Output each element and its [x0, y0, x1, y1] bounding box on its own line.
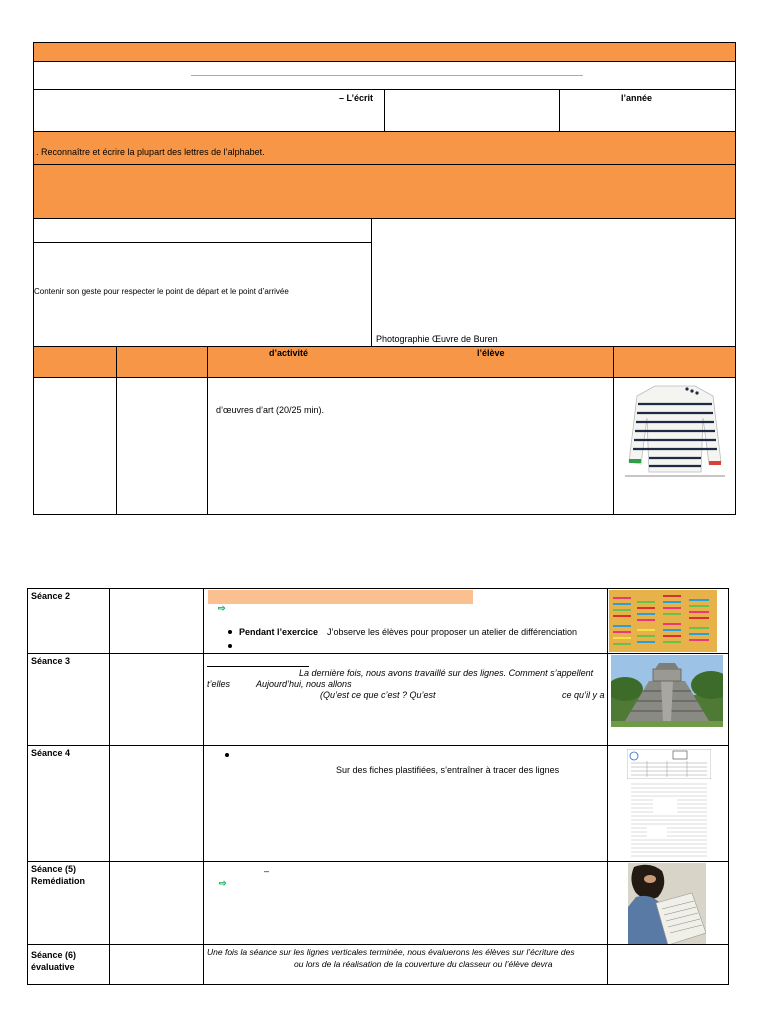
- objective-row: [33, 131, 736, 165]
- skill-heading-cell: [33, 218, 372, 243]
- seance2-label-cell: [27, 588, 110, 654]
- seance3-line1: La dernière fois, nous avons travaillé sur des lignes. Comment s’appellent: [299, 668, 594, 678]
- seance6-label-cell: [27, 944, 110, 985]
- activity-col-3: [207, 377, 614, 515]
- seance2-col2: [109, 588, 204, 654]
- child-drawing-photo: [628, 863, 706, 945]
- seance6-image-cell: [607, 944, 729, 985]
- title-row: [33, 61, 736, 90]
- header-eleve: l’élève: [477, 348, 505, 358]
- header-col-4: [613, 346, 736, 378]
- seance3-underline: [207, 666, 309, 667]
- bullet-icon: [225, 753, 229, 757]
- seance5-label: Séance (5): [31, 864, 77, 874]
- colored-lines-artwork-image: [609, 590, 717, 652]
- seance3-line3a: (Qu’est ce que c’est ? Qu’est: [320, 690, 436, 700]
- striped-sweater-image: [625, 382, 725, 478]
- activity-col-1: [33, 377, 117, 515]
- header-col-2: [116, 346, 208, 378]
- title-underline: [191, 75, 583, 76]
- seance6-sublabel: évaluative: [31, 962, 75, 972]
- arrow-icon: ⇨: [219, 878, 227, 888]
- seance5-image-cell: [607, 861, 729, 945]
- activity-col-2: [116, 377, 208, 515]
- seance3-col2: [109, 653, 204, 746]
- seance3-line2a: t’elles: [207, 679, 231, 689]
- seance3-line3b: ce qu’il y a: [562, 690, 605, 700]
- annee-label: l’année: [621, 93, 653, 103]
- worksheet-image: [627, 749, 711, 779]
- seance5-label-cell: [27, 861, 110, 945]
- seance4-content: [203, 745, 608, 862]
- seance2-pendant-label: Pendant l’exercice: [239, 627, 319, 637]
- seance5-sublabel: Remédiation: [31, 876, 86, 886]
- header-col-1: [33, 346, 117, 378]
- seance2-content: [203, 588, 608, 654]
- seance3-content: [203, 653, 608, 746]
- seance2-image-cell: [607, 588, 729, 654]
- seance6-content: [203, 944, 608, 985]
- seance5-content: [203, 861, 608, 945]
- seance2-label: Séance 2: [31, 591, 71, 601]
- seance3-line2b: Aujourd’hui, nous allons: [256, 679, 352, 689]
- annee-cell: [559, 89, 736, 132]
- skill-cell: [33, 242, 372, 347]
- seance4-image-cell: [607, 745, 729, 862]
- photo-cell: [371, 218, 736, 347]
- seance2-pendant-text: J’observe les élèves pour proposer un atelier de différenciation: [327, 627, 577, 637]
- mayan-temple-image: [611, 655, 723, 727]
- seance6-col2: [109, 944, 204, 985]
- header-col-3: [207, 346, 614, 378]
- seance3-label-cell: [27, 653, 110, 746]
- seance5-col2: [109, 861, 204, 945]
- seance6-label: Séance (6): [31, 950, 77, 960]
- middle-cell: [384, 89, 560, 132]
- seance4-label: Séance 4: [31, 748, 71, 758]
- ecrit-label: – L’écrit: [339, 93, 374, 103]
- seance3-label: Séance 3: [31, 656, 71, 666]
- bullet-icon: [228, 644, 232, 648]
- seance6-line1: Une fois la séance sur les lignes verticales terminée, nous évaluerons les élèves sur l’écriture des: [207, 947, 575, 957]
- seance6-line2: ou lors de la réalisation de la couverture du classeur ou l’élève devra: [294, 959, 553, 969]
- skill-text: Contenir son geste pour respecter le point de départ et le point d’arrivée: [34, 287, 289, 296]
- seance5-dash: –: [264, 866, 270, 876]
- objective-text: . Reconnaître et écrire la plupart des lettres de l’alphabet.: [36, 147, 265, 157]
- seance2-highlight-bar: [208, 590, 473, 604]
- seance3-image-cell: [607, 653, 729, 746]
- bullet-icon: [228, 630, 232, 634]
- activity-col-4: [613, 377, 736, 515]
- arrow-icon: ⇨: [218, 603, 226, 613]
- header-activite: d’activité: [269, 348, 309, 358]
- seance4-col2: [109, 745, 204, 862]
- photo-caption: Photographie Œuvre de Buren: [376, 334, 498, 344]
- seance4-label-cell: [27, 745, 110, 862]
- orange-band-row: [33, 164, 736, 219]
- seance4-text: Sur des fiches plastifiées, s’entraîner à tracer des lignes: [336, 765, 560, 775]
- top-header-band: [33, 42, 736, 62]
- domain-cell: [33, 89, 385, 132]
- lines-exercise-sheet-image: [631, 782, 707, 858]
- activity-text: d’œuvres d’art (20/25 min).: [216, 405, 325, 415]
